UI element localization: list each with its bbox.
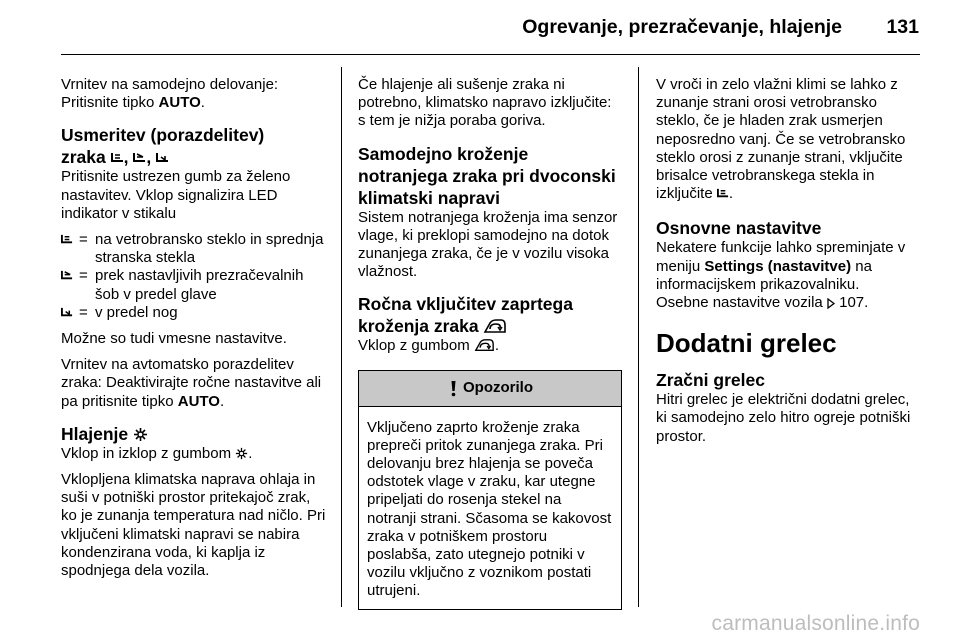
heading-text: Hlajenje — [61, 423, 133, 444]
text: . — [219, 392, 225, 410]
text: Vklop in izklop z gumbom — [61, 444, 236, 462]
separator: , — [123, 147, 134, 168]
heading-additional-heater: Dodatni grelec — [656, 328, 837, 359]
warning-header — [359, 371, 621, 407]
text: . — [728, 185, 734, 203]
page-number: 131 — [886, 16, 919, 38]
text: Vrnitev na samodejno delovanje: Pritisnite tipko — [61, 76, 279, 112]
foot-vent-icon — [61, 306, 73, 319]
settings-menu-label: Settings (nastavitve) — [704, 257, 852, 275]
text: Osebne nastavitve vozila — [656, 294, 827, 312]
heading-text: zraka — [61, 147, 111, 168]
list-item — [61, 231, 329, 267]
warning-body: Vključeno zaprto kroženje zraka prepreči pritok zunanjega zraka. Pri delovanju brez hlajenja se poveča odstotek vlage v zraku, kar utegne pripeljati do rosenja stekel na notranji strani. Sčasoma se kakovost zraka v potniškem prostoru poslabša, zato utegnejo potniki v vozilu vključno z voznikom postati utrujeni. — [367, 418, 612, 600]
ac-snowflake-icon — [133, 427, 148, 442]
separator: , — [146, 147, 157, 168]
paragraph — [358, 337, 622, 355]
recirculation-icon — [483, 319, 507, 334]
text: . — [248, 444, 253, 462]
windscreen-vent-icon — [61, 233, 73, 246]
heading-air-distribution — [61, 124, 329, 168]
text: na informacijskem prikazovalniku. — [656, 257, 872, 293]
face-vent-icon — [133, 151, 146, 165]
watermark: carmanualsonline.info — [711, 612, 920, 635]
page-reference[interactable]: 107. — [834, 294, 869, 312]
recirculation-icon — [474, 339, 495, 352]
auto-key-label: AUTO — [177, 392, 220, 410]
face-vent-icon — [61, 269, 73, 282]
header-divider — [61, 54, 920, 55]
warning-icon — [447, 380, 460, 397]
paragraph — [61, 76, 329, 112]
equals-sign: = — [79, 267, 88, 285]
paragraph: Sistem notranjega kroženja ima senzor vlage, ki preklopi samodejno na dotok zunanjega zraka, če je v vozilu visoka vlažnost. — [358, 208, 618, 281]
definition-text: prek nastavljivih prezračevalnih šob v predel glave — [95, 267, 304, 303]
auto-key-label: AUTO — [158, 94, 201, 112]
header-title: Ogrevanje, prezračevanje, hlajenje — [522, 16, 842, 38]
warning-title: Opozorilo — [463, 379, 533, 397]
heading-text: Usmeritev (porazdelitev) — [61, 125, 265, 146]
equals-sign: = — [79, 303, 88, 321]
heading-text: kroženja zraka — [358, 316, 484, 337]
heading-cooling — [61, 423, 329, 445]
paragraph: Vklopljena klimatska naprava ohlaja in suši v potniški prostor pritekajoč zrak, ko je zunanja temperatura nad ničlo. Pri vključeni klimatski napravi se nabira kondenzirana voda, ki kaplja iz spodnjega dela vozila. — [61, 471, 326, 580]
text: . — [494, 337, 500, 355]
list-item — [61, 267, 329, 303]
paragraph: Možne so tudi vmesne nastavitve. — [61, 330, 287, 348]
equals-sign: = — [79, 231, 88, 249]
text: . — [200, 94, 205, 112]
warning-box — [358, 370, 622, 610]
foot-vent-icon — [156, 151, 169, 165]
heading-air-heater: Zračni grelec — [656, 370, 765, 391]
paragraph: Če hlajenje ali sušenje zraka ni potrebno, klimatsko napravo izključite: s tem je nižja poraba goriva. — [358, 76, 612, 130]
ac-snowflake-icon — [235, 447, 248, 460]
paragraph: Hitri grelec je električni dodatni grelec, ki samodejno zelo hitro ogreje potniški prostor. — [656, 391, 911, 445]
text: Vrnitev na avtomatsko porazdelitev zraka: Deaktivirajte ročne nastavitve ali pa pritisnite tipko — [61, 356, 322, 410]
paragraph — [656, 294, 922, 312]
windscreen-vent-icon — [717, 187, 729, 200]
column-3 — [656, 76, 922, 454]
windscreen-vent-icon — [111, 151, 124, 165]
page-ref-arrow-icon[interactable] — [827, 298, 835, 309]
text: Vklop z gumbom — [358, 337, 474, 355]
heading-auto-recirculation: Samodejno kroženje notranjega zraka pri dvoconski klimatski napravi — [358, 143, 616, 208]
page-header — [0, 0, 960, 66]
column-divider — [341, 67, 342, 607]
paragraph — [656, 239, 922, 294]
list-item — [61, 304, 329, 322]
paragraph — [61, 356, 329, 411]
vent-definition-list — [61, 231, 329, 322]
column-2 — [358, 76, 622, 610]
paragraph — [656, 76, 922, 203]
definition-text: na vetrobransko steklo in sprednja stranska stekla — [95, 231, 324, 267]
column-divider — [638, 67, 639, 607]
definition-text: v predel nog — [95, 303, 178, 321]
paragraph: Pritisnite ustrezen gumb za želeno nastavitev. Vklop signalizira LED indikator v stikalu — [61, 168, 291, 222]
heading-manual-recirculation — [358, 293, 622, 337]
heading-text: Ročna vključitev zaprtega — [358, 294, 573, 315]
column-1 — [61, 76, 329, 588]
heading-basic-settings: Osnovne nastavitve — [656, 218, 822, 239]
paragraph — [61, 445, 329, 463]
text: Nekatere funkcije lahko spreminjate v meniju — [656, 239, 906, 275]
text: V vroči in zelo vlažni klimi se lahko z zunanje strani orosi vetrobransko steklo, če je hladen zrak usmerjen neposredno vanj. Če se vetrobransko steklo orosi z zunanje strani, vključite brisalce vetrobranskega stekla in izključite — [656, 76, 906, 203]
